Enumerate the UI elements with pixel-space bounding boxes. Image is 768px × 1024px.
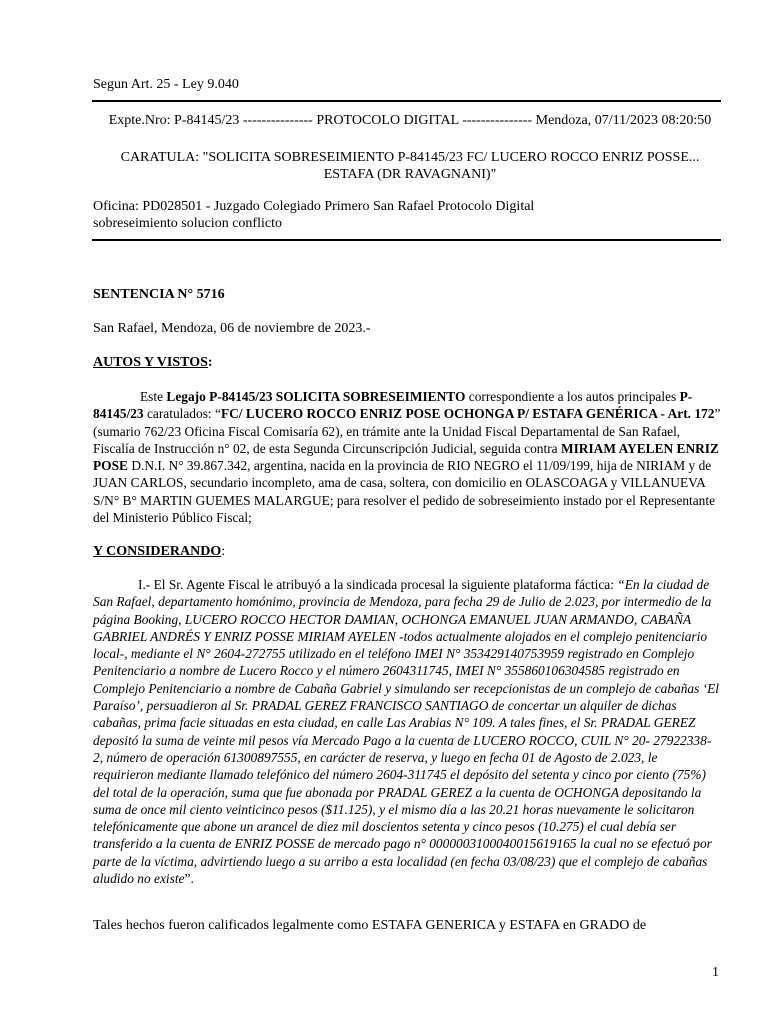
law-reference: Segun Art. 25 - Ley 9.040 — [93, 77, 239, 92]
considerando-heading — [93, 543, 225, 560]
header-bottom-rule — [92, 239, 721, 241]
page-number: 1 — [712, 965, 719, 980]
top-rule — [92, 100, 721, 102]
caratula-line-1: CARATULA: "SOLICITA SOBRESEIMIENTO P-84145/23 FC/ LUCERO ROCCO ENRIZ POSSE... — [120, 150, 700, 165]
considerando-heading-text: Y CONSIDERANDO — [93, 544, 222, 559]
place-date: San Rafael, Mendoza, 06 de noviembre de 2023.- — [93, 321, 371, 336]
autos-heading-text: AUTOS Y VISTOS — [93, 355, 208, 370]
closing-paragraph: Tales hechos fueron calificados legalmente como ESTAFA GENERICA y ESTAFA en GRADO de — [93, 918, 647, 933]
case-title: FC/ LUCERO ROCCO ENRIZ POSE OCHONGA P/ ESTAFA GENÉRICA - Art. 172 — [220, 406, 715, 422]
defendant-name: MIRIAM AYELEN ENRIZ POSE — [93, 440, 719, 474]
p1-text-4: ” (sumario 762/23 Oficina Fiscal Comisaría 62), en trámite ante la Unidad Fiscal Departamental de San Rafael, Fiscalía de Instrucción n° 02, de esta Segunda Circunscripción Judicial, seguida contra — [93, 406, 721, 456]
expte-line: Expte.Nro: P-84145/23 --------------- PROTOCOLO DIGITAL --------------- Mendoza, 07/11/2023 08:20:50 — [108, 113, 712, 128]
p1-text-5: D.N.I. N° 39.867.342, argentina, nacida en la provincia de RIO NEGRO el 11/09/199, hija de NIRIAM y de JUAN CARLOS, secundario incompleto, ama de casa, soltera, con domicilio en OLASCOAGA y VILLANUEVA S/N° B° MARTIN GUEMES MALARGUE; para resolver el pedido de sobreseimiento instado por el Representante del Ministerio Público Fiscal; — [93, 458, 716, 526]
considerando-heading-colon: : — [221, 544, 226, 559]
p2-text-1: I.- El Sr. Agente Fiscal le atribuyó a la sindicada procesal la siguiente plataforma fáctica: — [138, 577, 618, 592]
legajo-ref: Legajo P-84145/23 SOLICITA SOBRESEIMIENTO — [166, 389, 466, 404]
p1-text-2: correspondiente a los autos principales — [465, 389, 680, 404]
autos-ref: P-84145/23 — [93, 389, 693, 422]
autos-paragraph — [93, 388, 721, 526]
oficina-line-2: sobreseimiento solucion conflicto — [93, 216, 282, 231]
autos-heading-colon: : — [207, 355, 213, 370]
p1-text-1: Este — [140, 389, 167, 404]
factual-platform-quote: “En la ciudad de San Rafael, departamento homónimo, provincia de Mendoza, para fecha 29 de Julio de 2.023, por intermedio de la página Booking, LUCERO ROCCO HECTOR DAMIAN, OCHONGA EMANUEL JUAN ARMANDO, CABAÑA GABRIEL ANDRÉS Y ENRIZ POSSE MIRIAM AYELEN -todos actualmente alojados en el complejo penitenciario local-, mediante el N° 2604-272755 utilizado en el teléfono IMEI N° 353429140753959 registrado en Complejo Penitenciario a nombre de Lucero Rocco y el número 2604311745, IMEI N° 355860106304585 registrado en Complejo Penitenciario a nombre de Cabaña Gabriel y simulando ser recepcionistas de un complejo de cabañas ‘El Paraíso’, persuadieron al Sr. PRADAL GEREZ FRANCISCO SANTIAGO de concertar un alquiler de dichas cabañas, prima facie situadas en esta ciudad, en calle Las Arabias N° 109. A tales fines, el Sr. PRADAL GEREZ depositó la suma de veinte mil pesos vía Mercado Pago a la cuenta de LUCERO ROCCO, CUIL N° 20- 27922338-2, número de operación 61300897555, en carácter de reserva, y luego en fecha 01 de Agosto de 2.023, le requirieron mediante llamado telefónico del número 2604-311745 el depósito del setenta y cinco por ciento (75%) del total de la operación, suma que fue abonada por PRADAL GEREZ a la cuenta de OCHONGA depositando la suma de once mil ciento veinticinco pesos ($11.125), y el mismo día a las 20.21 horas nuevamente le solicitaron telefónicamente que abone un arancel de diez mil doscientos setenta y cinco pesos (10.275) el cual debía ser transferido a la cuenta de ENRIZ POSSE de mercado pago n° 0000003100040015619165 la cual no se efectuó por parte de la víctima, advirtiendo luego a su arribo a esta localidad (en fecha 03/08/23) que el complejo de cabañas aludido no existe — [93, 577, 720, 887]
considerando-paragraph — [93, 576, 721, 887]
oficina-line-1: Oficina: PD028501 - Juzgado Colegiado Primero San Rafael Protocolo Digital — [93, 199, 535, 214]
sentencia-title: SENTENCIA N° 5716 — [93, 287, 225, 302]
caratula-line-2: ESTAFA (DR RAVAGNANI)" — [323, 167, 497, 182]
p2-text-2: ”. — [184, 871, 194, 887]
autos-heading — [93, 354, 213, 371]
p1-text-3: caratulados: “ — [143, 406, 221, 422]
